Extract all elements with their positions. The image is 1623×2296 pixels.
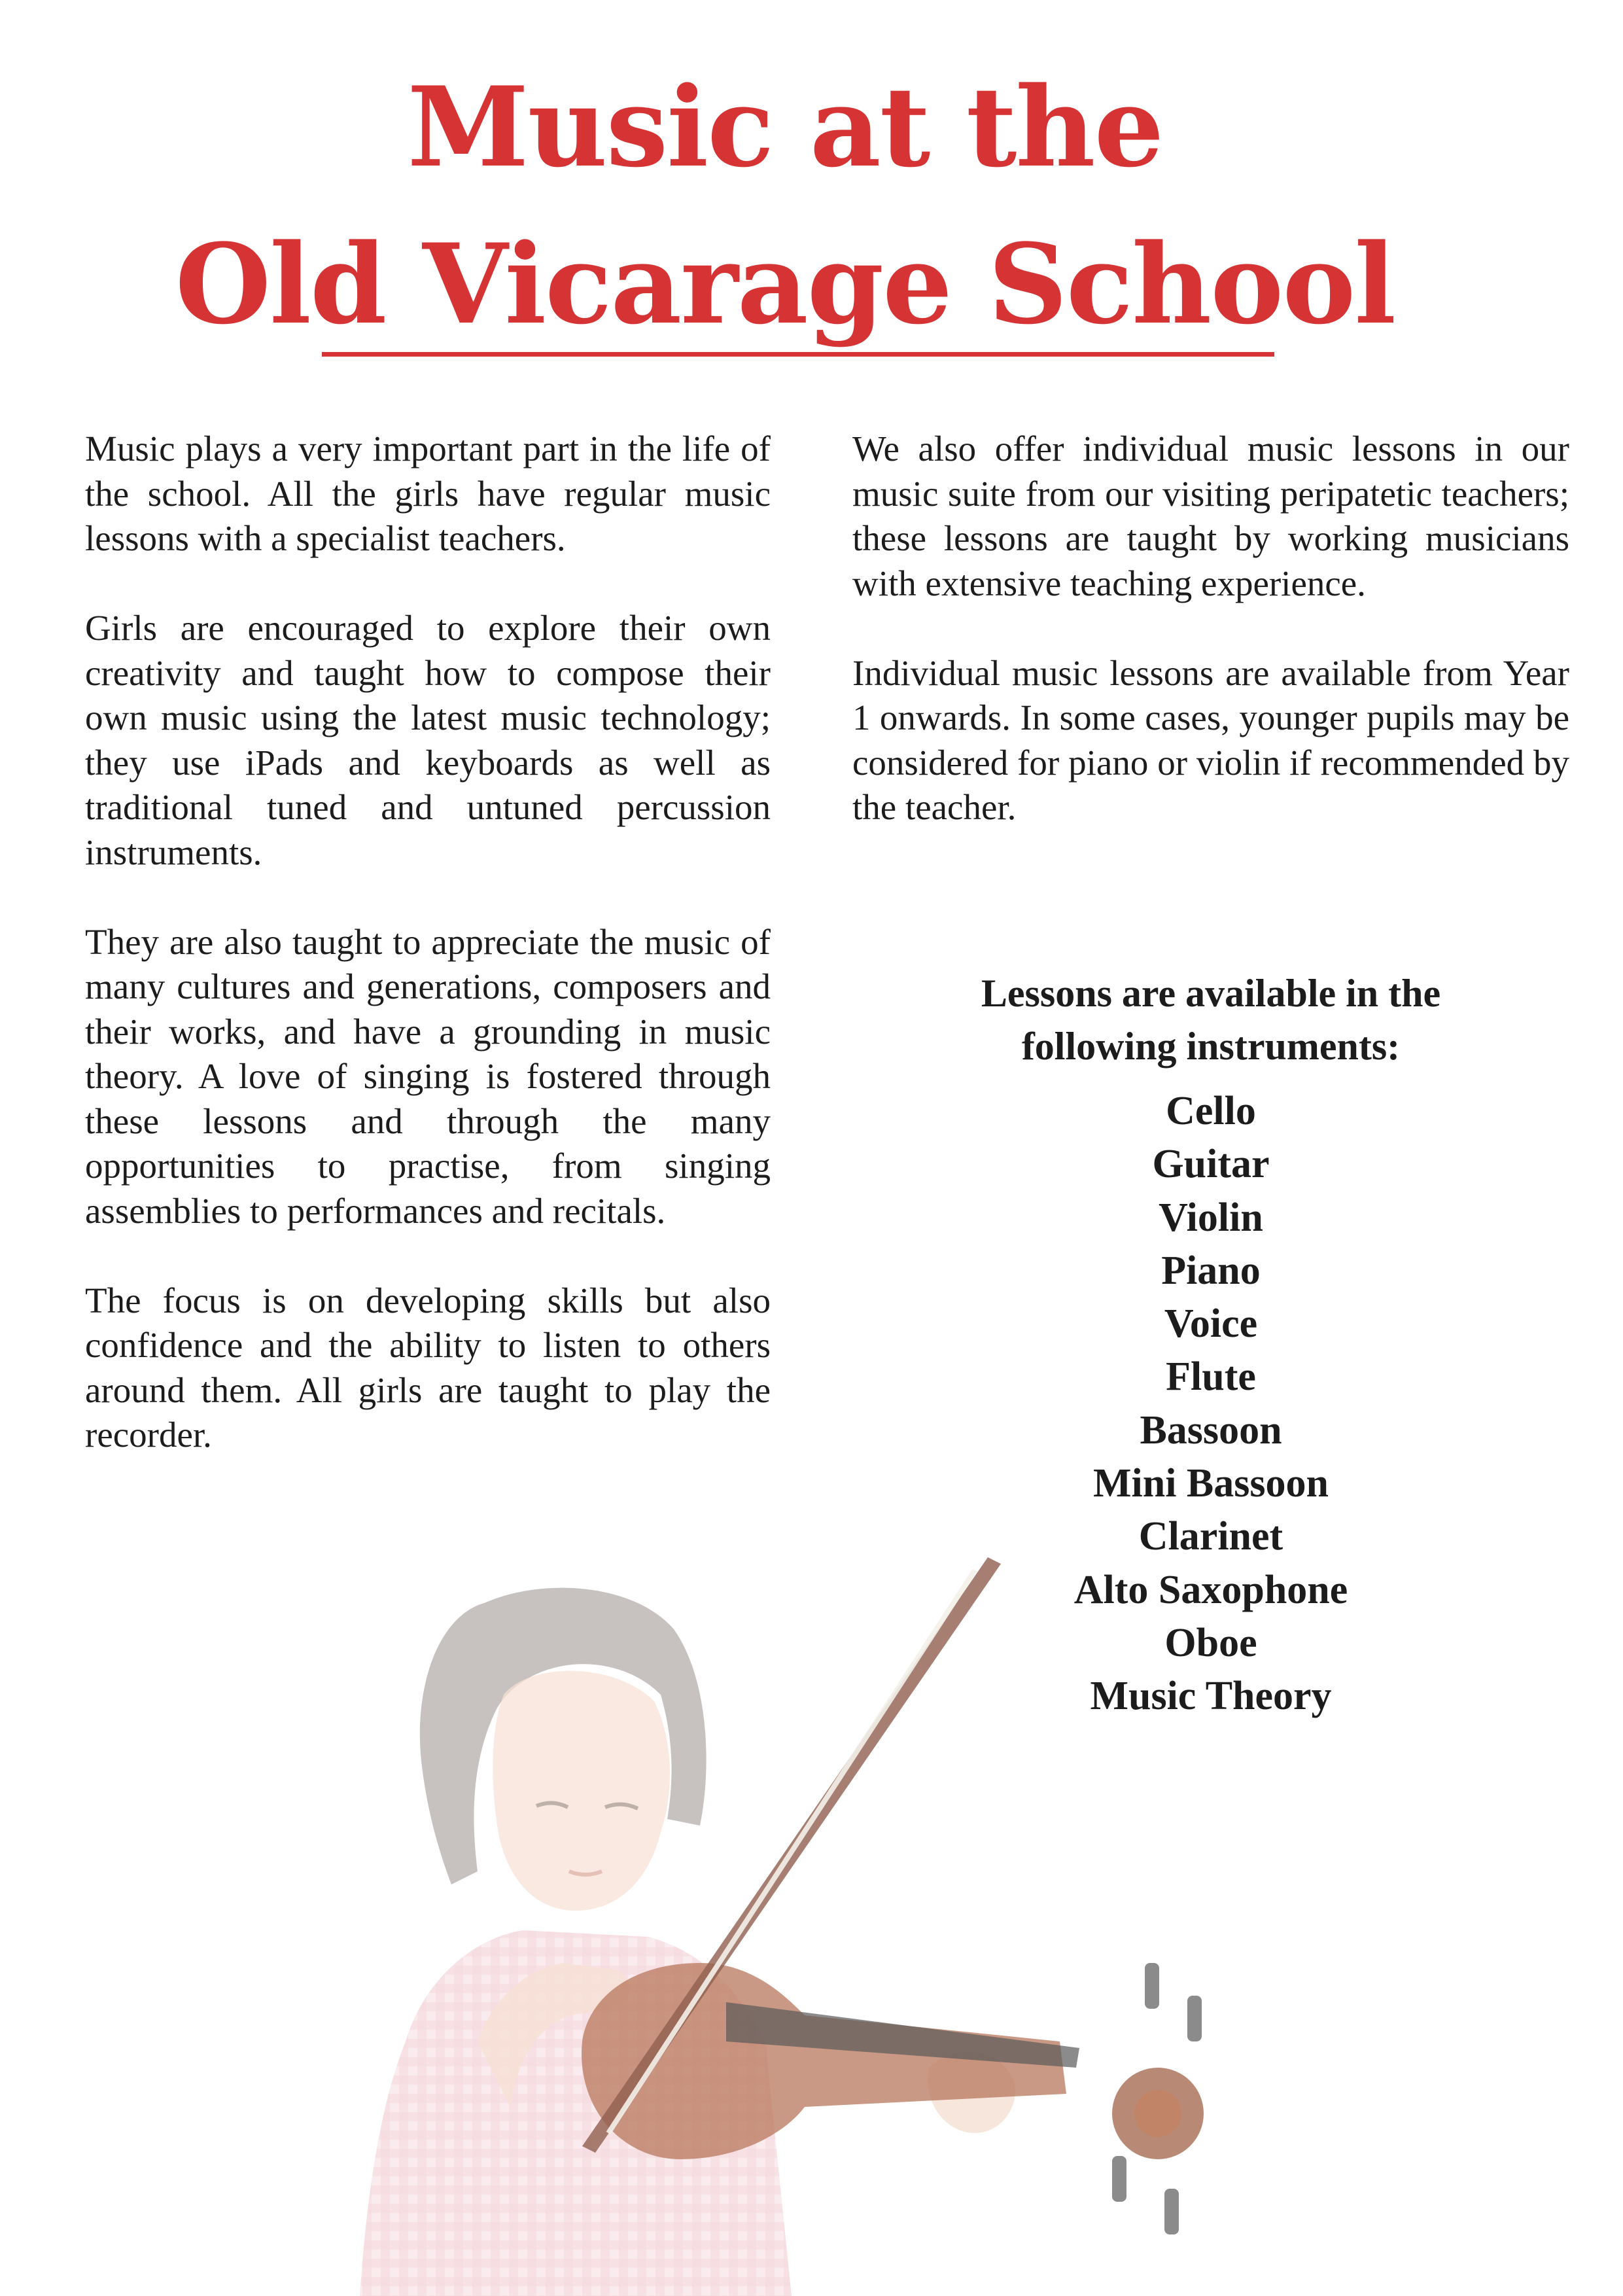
instrument-item: Flute — [1166, 1354, 1256, 1400]
instrument-item: Cello — [1166, 1089, 1256, 1133]
lessons-heading — [852, 967, 1569, 1073]
instrument-item: Music Theory — [1090, 1674, 1332, 1719]
paragraph-individual-lessons: We also offer individual music lessons in our music suite from our visiting peripatetic teachers; these lessons are taught by working musicians with extensive teaching experience. — [852, 429, 1569, 603]
paragraph-appreciation: They are also taught to appreciate the music of many cultures and generations, composers and their works, and have a grounding in music theory. A love of singing is fostered through these lessons and through the many opportunities to practise, from singing assemblies to performances and recitals. — [85, 921, 771, 1231]
lessons-heading-line-2: following instruments: — [1021, 1025, 1401, 1068]
left-column — [85, 427, 771, 1502]
violin-peg-3 — [1112, 2156, 1126, 2202]
paragraph-focus: The focus is on developing skills but also confidence and the ability to listen to others around them. All girls are taught to play the recorder. — [85, 1280, 771, 1455]
title-underline — [322, 352, 1274, 357]
instrument-item: Clarinet — [1138, 1514, 1283, 1559]
page-title-line-1: Music at the — [407, 62, 1163, 192]
instrument-item: Mini Bassoon — [1092, 1461, 1329, 1506]
instrument-list — [852, 1085, 1569, 1723]
paragraph-intro: Music plays a very important part in the life of the school. All the girls have regular music lessons with a specialist teachers. — [85, 429, 771, 558]
violin-peg-4 — [1164, 2189, 1179, 2234]
instrument-item: Oboe — [1164, 1620, 1257, 1665]
page-title-line-2: Old Vicarage School — [175, 219, 1395, 349]
instrument-item: Voice — [1164, 1301, 1258, 1347]
instrument-item: Violin — [1159, 1195, 1263, 1240]
lessons-heading-line-1: Lessons are available in the — [981, 972, 1441, 1015]
violin-peg-1 — [1145, 1963, 1159, 2009]
paragraph-creativity: Girls are encouraged to explore their own creativity and taught how to compose their own music using the latest music technology; they use iPads and keyboards as well as traditional tuned and untuned percussion instruments. — [85, 608, 771, 872]
instrument-item: Bassoon — [1140, 1407, 1282, 1453]
paragraph-availability: Individual music lessons are available from Year 1 onwards. In some cases, younger pupils may be considered for piano or violin if recommended by the teacher. — [852, 652, 1569, 827]
lessons-section — [852, 967, 1569, 1723]
right-column — [852, 427, 1569, 875]
violin-peg-2 — [1187, 1996, 1202, 2041]
instrument-item: Piano — [1161, 1248, 1261, 1293]
instrument-item: Guitar — [1152, 1142, 1270, 1187]
instrument-item: Alto Saxophone — [1073, 1567, 1348, 1612]
